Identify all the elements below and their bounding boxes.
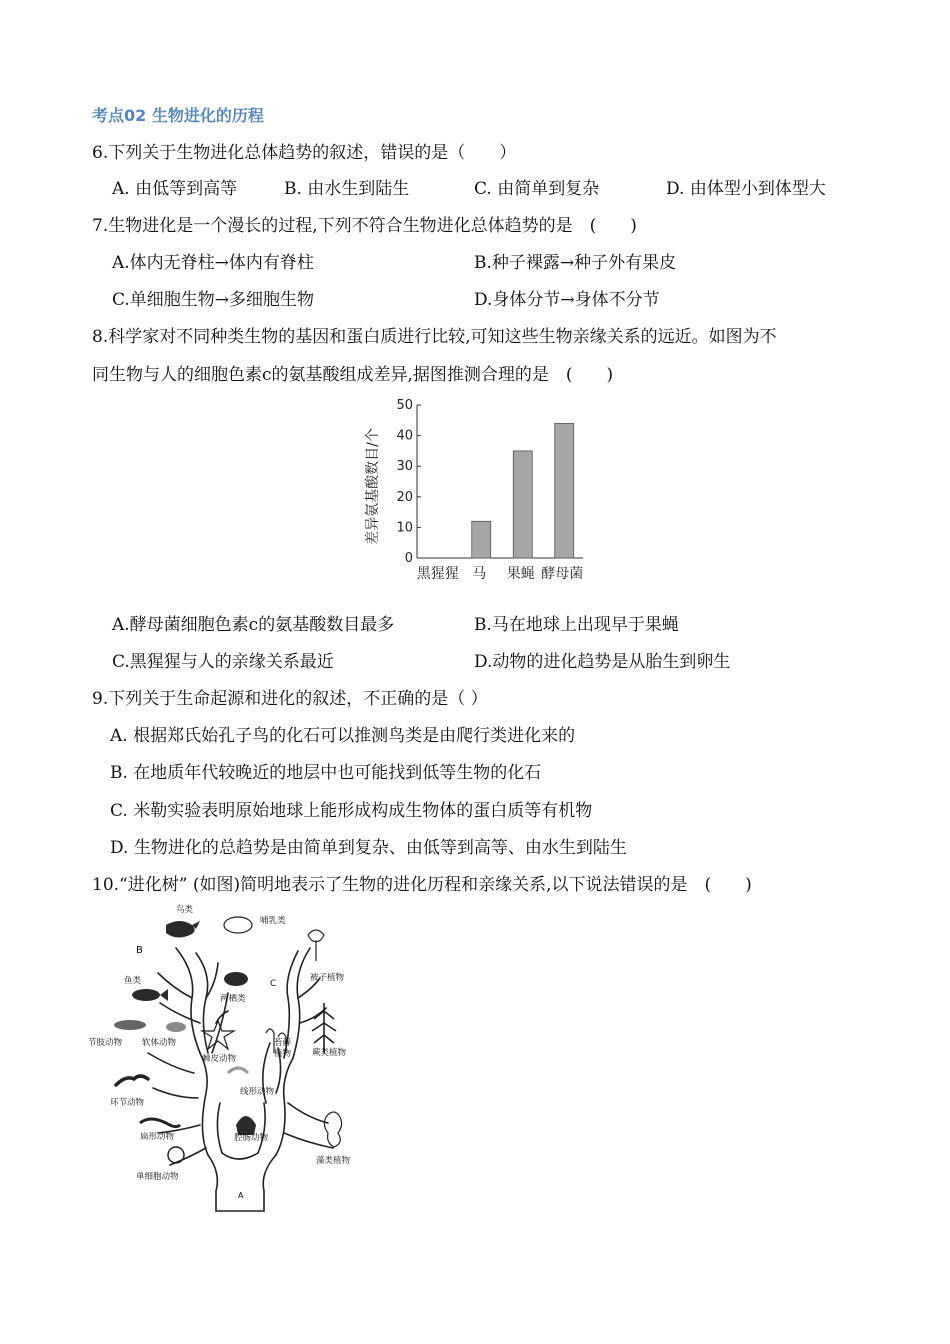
- question-7-option-c[interactable]: C.单细胞生物→多细胞生物: [112, 290, 315, 310]
- question-9-option-d[interactable]: D. 生物进化的总趋势是由简单到复杂、由低等到高等、由水生到陆生: [110, 838, 627, 858]
- tree-label-fern: 蕨类植物: [312, 1048, 347, 1058]
- x-category-label: 果蝇: [506, 566, 535, 582]
- fish-icon: [132, 989, 160, 1001]
- question-6-option-c[interactable]: C. 由简单到复杂: [474, 179, 600, 199]
- question-7-stem: 7.生物进化是一个漫长的过程,下列不符合生物进化总体趋势的是 ( ): [92, 216, 637, 236]
- y-tick-label: 0: [404, 551, 413, 566]
- tree-label-mollusk: 软体动物: [142, 1038, 177, 1048]
- bar-1: [472, 521, 491, 558]
- question-9-option-a[interactable]: A. 根据郑氏始孔子鸟的化石可以推测鸟类是由爬行类进化来的: [110, 726, 576, 746]
- tree-label-arthropod: 节肢动物: [88, 1038, 123, 1048]
- y-tick-label: 10: [396, 520, 413, 536]
- question-10-stem: 10.“进化树” (如图)简明地表示了生物的进化历程和亲缘关系,以下说法错误的是 ( ): [92, 875, 752, 895]
- y-tick-label: 30: [396, 459, 413, 475]
- question-7-option-a[interactable]: A.体内无脊柱→体内有脊柱: [112, 253, 314, 273]
- tree-label-moss-1: 苔藓: [274, 1038, 292, 1048]
- tree-label-flatworm: 扁形动物: [140, 1132, 175, 1142]
- question-9-option-c[interactable]: C. 米勒实验表明原始地球上能形成构成生物体的蛋白质等有机物: [110, 801, 593, 821]
- question-6-option-b[interactable]: B. 由水生到陆生: [284, 179, 410, 199]
- amino-acid-difference-bar-chart: [355, 395, 595, 590]
- evolution-tree-figure: [88, 903, 368, 1218]
- tree-label-echinoderm: 棘皮动物: [202, 1054, 237, 1064]
- tree-label-bird: 鸟类: [176, 905, 194, 915]
- tree-label-amphibian: 两栖类: [220, 994, 246, 1004]
- question-6-stem: 6.下列关于生物进化总体趋势的叙述，错误的是（ ）: [92, 143, 517, 163]
- y-tick-label: 20: [396, 489, 413, 505]
- tree-label-moss-2: 植物: [274, 1049, 292, 1059]
- arthropod-icon: [114, 1020, 146, 1030]
- question-8-option-d[interactable]: D.动物的进化趋势是从胎生到卵生: [474, 652, 731, 672]
- protozoa-icon: [168, 1147, 184, 1163]
- tree-label-protozoa: 单细胞动物: [136, 1172, 179, 1182]
- question-8-option-b[interactable]: B.马在地球上出现早于果蝇: [474, 615, 679, 635]
- y-tick-label: 40: [396, 428, 413, 444]
- tree-label-c: C: [270, 979, 277, 989]
- bar-2: [513, 451, 532, 558]
- fern-icon: [312, 1003, 336, 1053]
- alga-icon: [324, 1112, 341, 1147]
- y-axis-label: 差异氨基酸数目/个: [365, 428, 381, 545]
- nematode-icon: [228, 1068, 248, 1073]
- question-7-option-d[interactable]: D.身体分节→身体不分节: [474, 290, 660, 310]
- section-heading: 考点02 生物进化的历程: [92, 106, 264, 125]
- question-7-option-b[interactable]: B.种子裸露→种子外有果皮: [474, 253, 677, 273]
- question-6-option-a[interactable]: A. 由低等到高等: [112, 179, 238, 199]
- x-category-label: 酵母菌: [541, 566, 584, 582]
- question-9-option-b[interactable]: B. 在地质年代较晚近的地层中也可能找到低等生物的化石: [110, 763, 542, 783]
- tree-label-alga: 藻类植物: [316, 1156, 351, 1166]
- tree-label-cnidarian: 腔肠动物: [234, 1133, 269, 1143]
- frog-icon: [224, 972, 248, 986]
- question-6-option-d[interactable]: D. 由体型小到体型大: [666, 179, 826, 199]
- x-category-label: 黑猩猩: [416, 566, 459, 582]
- tree-label-mammal: 哺乳类: [260, 916, 286, 926]
- flower-icon: [308, 930, 324, 961]
- question-9-stem: 9.下列关于生命起源和进化的叙述，不正确的是（ ）: [92, 689, 488, 709]
- question-8-stem-line-1: 8.科学家对不同种类生物的基因和蛋白质进行比较,可知这些生物亲缘关系的远近。如图为不: [92, 327, 777, 347]
- tree-label-annelid: 环节动物: [110, 1098, 145, 1108]
- bird-icon: [166, 921, 200, 945]
- annelid-icon: [116, 1076, 148, 1085]
- mollusk-icon: [166, 1022, 186, 1032]
- tree-label-nematode: 线形动物: [240, 1087, 275, 1097]
- rabbit-icon: [224, 917, 252, 933]
- bar-3: [555, 423, 574, 558]
- question-8-option-a[interactable]: A.酵母菌细胞色素c的氨基酸数目最多: [112, 615, 395, 635]
- tree-label-angiosperm: 被子植物: [310, 973, 345, 983]
- question-8-option-c[interactable]: C.黑猩猩与人的亲缘关系最近: [112, 652, 334, 672]
- x-category-label: 马: [472, 566, 487, 582]
- tree-label-fish: 鱼类: [124, 976, 142, 986]
- y-tick-label: 50: [396, 398, 413, 413]
- question-8-stem-line-2: 同生物与人的细胞色素c的氨基酸组成差异,据图推测合理的是 ( ): [92, 365, 614, 385]
- tree-label-a: A: [238, 1191, 244, 1200]
- flatworm-icon: [140, 1119, 180, 1127]
- tree-label-b: B: [136, 945, 143, 956]
